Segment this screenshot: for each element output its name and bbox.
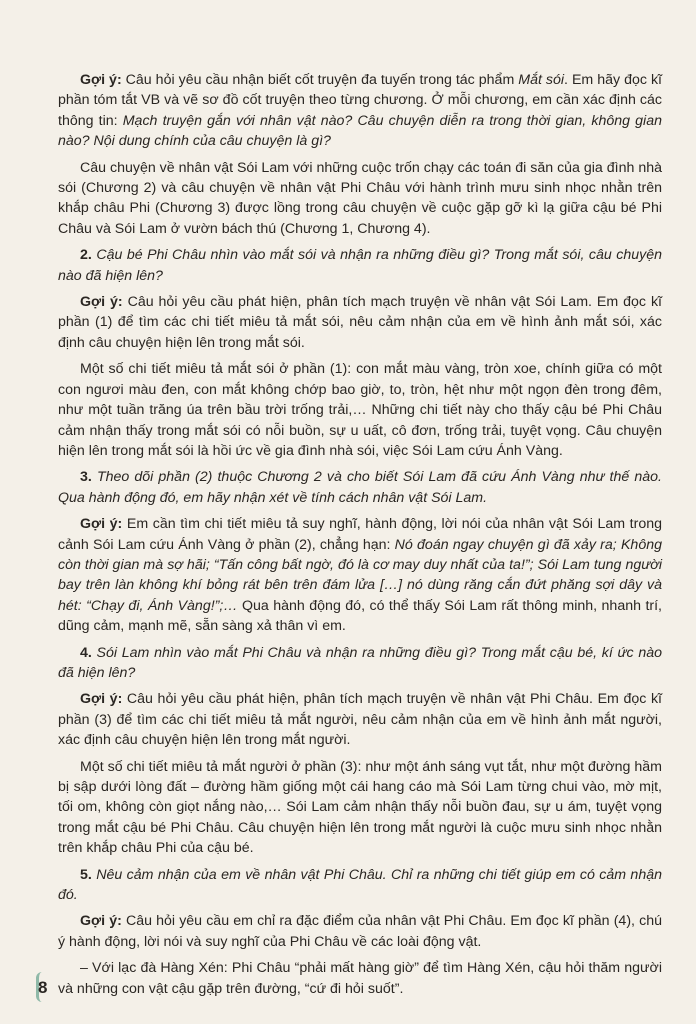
italic-run: Mạch truyện gắn với nhân vật nào? Câu chuyện diễn ra trong thời gian, không gian nào? Nội dung chính của câu chuyện là gì? — [58, 112, 662, 150]
paragraph — [58, 467, 662, 508]
italic-run: Cậu bé Phi Châu nhìn vào mắt sói và nhận ra những điều gì? Trong mắt sói, câu chuyện nào đã hiện lên? — [58, 247, 662, 284]
bold-run: Gợi ý: — [80, 913, 122, 930]
text-run: Câu hỏi yêu cầu nhận biết cốt truyện đa tuyến trong tác phẩm — [121, 72, 519, 88]
text-run: Câu hỏi yêu cầu em chỉ ra đặc điểm của nhân vật Phi Châu. Em đọc kĩ phần (4), chú ý hành động, lời nói và suy nghĩ của Phi Châu về các loài động vật. — [58, 913, 663, 950]
paragraph — [58, 359, 662, 461]
text-run: Câu chuyện về nhân vật Sói Lam với những cuộc trốn chạy các toán đi săn của gia đình nhà sói (Chương 2) và câu chuyện về nhân vật Phi Châu với hành trình mưu sinh nhọc nhằn trên khắp châu Phi (Chương 3) được lồng trong câu chuyện về cuộc gặp gỡ kì lạ giữa cậu bé Phi Châu và Sói Lam ở vườn bách thú (Chương 1, Chương 4). — [58, 159, 662, 237]
paragraph — [58, 911, 662, 952]
paragraph — [58, 158, 662, 240]
text-run: Qua hành động đó, có thể thấy Sói Lam rất thông minh, nhanh trí, dũng cảm, mạnh mẽ, sẵn sàng xả thân vì em. — [58, 597, 662, 635]
text-run: Một số chi tiết miêu tả mắt sói ở phần (1): con mắt màu vàng, tròn xoe, chính giữa có một con ngươi màu đen, con mắt không chớp bao giờ, to, tròn, hệt như một ngọn đèn trong đêm, như một tuần trăng úa trên bầu trời trống trải,… Những chi tiết này cho thấy cậu bé Phi Châu cảm nhận thấy trong mắt sói có nỗi buồn, sự u uất, cô đơn, trống trải, tuyệt vọng. Câu chuyện hiện lên trong mắt sói là hồi ức về gia đình nhà sói, việc Sói Lam cứu Ánh Vàng. — [58, 361, 662, 459]
text-run: – Với lạc đà Hàng Xén: Phi Châu “phải mất hàng giờ” để tìm Hàng Xén, cậu hỏi thăm người và những con vật cậu gặp trên đường, “cứ đi hỏi suốt”. — [58, 960, 662, 997]
paragraph — [58, 245, 662, 286]
italic-run: Nêu cảm nhận của em về nhân vật Phi Châu. Chỉ ra những chi tiết giúp em có cảm nhận đó. — [58, 866, 662, 904]
text-run: Em cần tìm chi tiết miêu tả suy nghĩ, hành động, lời nói của nhân vật Sói Lam trong cảnh Sói Lam cứu Ánh Vàng ở phần (2), chẳng hạn: — [58, 516, 662, 553]
page-number: 8 — [38, 978, 48, 997]
bold-run: Gợi ý: — [80, 691, 123, 708]
bold-run: 2. — [80, 247, 92, 264]
paragraph — [58, 958, 662, 999]
text-run: Một số chi tiết miêu tả mắt người ở phần (3): như một ánh sáng vụt tắt, như một đường hầm bị sập dưới lòng đất – đường hầm giống một cái hang cáo mà Sói Lam từng chui vào, mờ mịt, tối om, không còn giọt nắng nào,… Sói Lam cảm nhận thấy nỗi buồn đau, sự u ám, tuyệt vọng trong mắt cậu bé Phi Châu. Câu chuyện hiện lên trong mắt người là cuộc mưu sinh nhọc nhằn trên khắp châu Phi của cậu bé. — [58, 758, 662, 857]
bold-run: Gợi ý: — [80, 294, 123, 311]
italic-run: Sói Lam nhìn vào mắt Phi Châu và nhận ra những điều gì? Trong mắt cậu bé, kí ức nào đã hiện lên? — [58, 644, 662, 681]
italic-run: Theo dõi phần (2) thuộc Chương 2 và cho biết Sói Lam đã cứu Ánh Vàng như thế nào. Qua hành động đó, em hãy nhận xét về tính cách nhân vật Sói Lam. — [58, 469, 662, 506]
italic-run: Nó đoán ngay chuyện gì đã xảy ra; Không còn thời gian mà sợ hãi; “Tấn công bất ngờ, đó là cơ may duy nhất của ta!”; Sói Lam tung người bay trên làn không khí bỏng rát bên trên đám lửa […] nó dùng răng cắn đứt phăng sợi dây và hét: “Chạy đi, Ánh Vàng!”;… — [58, 536, 662, 614]
paragraph — [58, 643, 662, 684]
text-run: . Em hãy đọc kĩ phần tóm tắt VB và vẽ sơ đồ cốt truyện theo từng chương. Ở mỗi chương, em cần xác định các thông tin: — [58, 72, 662, 129]
bold-run: 4. — [80, 644, 92, 661]
bold-run: 3. — [80, 469, 92, 486]
paragraph — [58, 70, 662, 152]
paragraph — [58, 757, 662, 859]
paragraph — [58, 292, 662, 353]
paragraph — [58, 514, 662, 636]
text-run: Câu hỏi yêu cầu phát hiện, phân tích mạch truyện về nhân vật Phi Châu. Em đọc kĩ phần (3) để tìm các chi tiết miêu tả mắt người, nêu cảm nhận của em về hình ảnh mắt người, xác định câu chuyện hiện lên trong mắt người. — [58, 691, 662, 749]
paragraph — [58, 865, 662, 906]
paragraph — [58, 689, 662, 750]
bold-run: Gợi ý: — [80, 72, 122, 88]
document-body — [58, 70, 662, 999]
bold-run: Gợi ý: — [80, 516, 123, 533]
bold-run: 5. — [80, 866, 92, 883]
italic-run: Mắt sói — [518, 72, 565, 88]
text-run: Câu hỏi yêu cầu phát hiện, phân tích mạch truyện về nhân vật Sói Lam. Em đọc kĩ phần (1) để tìm các chi tiết miêu tả mắt sói, nêu cảm nhận của em về hình ảnh mắt sói, xác định câu chuyện hiện lên trong mắt sói. — [58, 294, 662, 351]
